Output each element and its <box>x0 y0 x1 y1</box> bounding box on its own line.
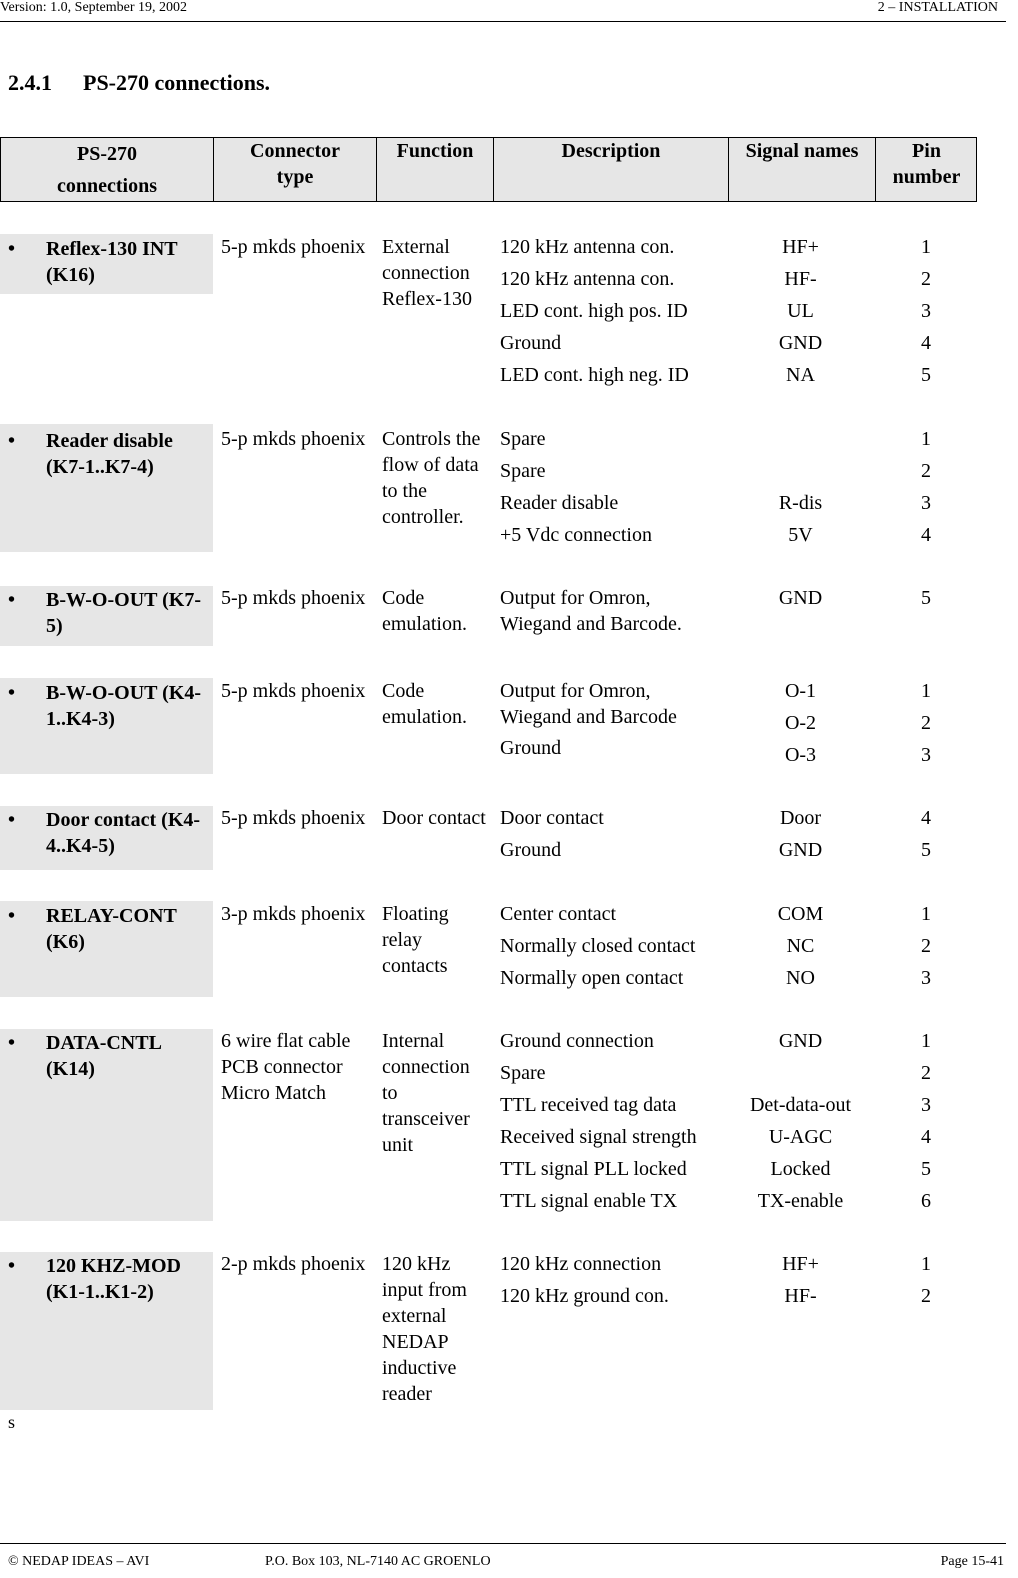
footer-copyright: © NEDAP IDEAS – AVI <box>8 1554 150 1569</box>
table-row: Ground GND 5 <box>500 839 931 861</box>
page-header <box>0 0 1006 22</box>
th-signal-names: Signal names <box>728 138 875 201</box>
connector-type: 5-p mkds phoenix <box>221 680 366 702</box>
bullet-icon: • <box>8 682 16 704</box>
function: Code emulation. <box>382 680 467 728</box>
bullet-icon: • <box>8 1032 16 1054</box>
footer-page-number: Page 15-41 <box>940 1554 1004 1569</box>
table-row: LED cont. high neg. ID NA 5 <box>500 364 931 386</box>
section-heading: PS-270 connections. <box>83 70 270 95</box>
table-row: Spare 2 <box>500 460 931 482</box>
function: Controls the flow of data to the controller. <box>382 428 481 528</box>
bullet-icon: • <box>8 905 16 927</box>
table-row: TTL received tag data Det-data-out 3 <box>500 1094 931 1116</box>
th-function: Function <box>376 138 493 201</box>
description-extra: Ground <box>500 737 562 759</box>
table-row: O-2 2 <box>784 712 931 734</box>
table-row: Received signal strength U-AGC 4 <box>500 1126 931 1148</box>
connector-type: 5-p mkds phoenix <box>221 428 366 450</box>
table-row: Spare 2 <box>500 1062 931 1084</box>
function: External connection Reflex-130 <box>382 236 472 310</box>
connector-type: 5-p mkds phoenix <box>221 587 366 609</box>
table-row: 120 kHz connection HF+ 1 <box>500 1253 931 1275</box>
function: Floating relay contacts <box>382 903 449 977</box>
description-block: Output for Omron, Wiegand and Barcode <box>500 680 677 728</box>
bullet-icon: • <box>8 1255 16 1277</box>
table-row: Ground GND 4 <box>500 332 931 354</box>
table-row: 120 kHz antenna con. HF+ 1 <box>500 236 931 258</box>
stray-mark: s <box>8 1412 16 1432</box>
bullet-icon: • <box>8 238 16 260</box>
th-pin-number: Pin number <box>875 138 977 201</box>
connector-type: 5-p mkds phoenix <box>221 236 366 258</box>
header-version: Version: 1.0, September 19, 2002 <box>0 0 188 15</box>
table-row: Normally closed contact NC 2 <box>500 935 931 957</box>
table-row: TTL signal enable TX TX-enable 6 <box>500 1190 931 1212</box>
section-number: 2.4.1 <box>8 70 52 95</box>
table-row: Spare 1 <box>500 428 931 450</box>
table-row: 120 kHz antenna con. HF- 2 <box>500 268 931 290</box>
table-row: +5 Vdc connection 5V 4 <box>500 524 931 546</box>
function: Code emulation. <box>382 587 467 635</box>
bullet-icon: • <box>8 589 16 611</box>
connector-type: 6 wire flat cable PCB connector Micro Match <box>221 1030 351 1104</box>
table-row: Reader disable R-dis 3 <box>500 492 931 514</box>
table-row: 120 kHz ground con. HF- 2 <box>500 1285 931 1307</box>
table-row: O-1 1 <box>784 680 931 702</box>
connector-type: 5-p mkds phoenix <box>221 807 366 829</box>
table-header <box>0 137 977 202</box>
table-row: TTL signal PLL locked Locked 5 <box>500 1158 931 1180</box>
bullet-icon: • <box>8 430 16 452</box>
description-block: Output for Omron, Wiegand and Barcode. <box>500 587 682 635</box>
bullet-icon: • <box>8 809 16 831</box>
table-row: O-3 3 <box>784 744 931 766</box>
table-row: Center contact COM 1 <box>500 903 931 925</box>
function: 120 kHz input from external NEDAP inductive reader <box>382 1253 467 1405</box>
function: Internal connection to transceiver unit <box>382 1030 470 1156</box>
footer-address: P.O. Box 103, NL-7140 AC GROENLO <box>265 1554 491 1569</box>
table-row: GND 5 <box>778 587 931 609</box>
connector-type: 3-p mkds phoenix <box>221 903 366 925</box>
section-title <box>8 70 270 96</box>
connector-type: 2-p mkds phoenix <box>221 1253 366 1275</box>
table-row: Door contact Door 4 <box>500 807 931 829</box>
table-row: LED cont. high pos. ID UL 3 <box>500 300 931 322</box>
header-chapter: 2 – INSTALLATION <box>877 0 998 15</box>
page-footer <box>0 1543 1006 1578</box>
function: Door contact <box>382 807 486 829</box>
th-connector-type: Connector type <box>213 138 376 201</box>
table-row: Normally open contact NO 3 <box>500 967 931 989</box>
th-connections: PS-270 connections <box>57 143 157 197</box>
th-description: Description <box>493 138 728 201</box>
table-row: Ground connection GND 1 <box>500 1030 931 1052</box>
